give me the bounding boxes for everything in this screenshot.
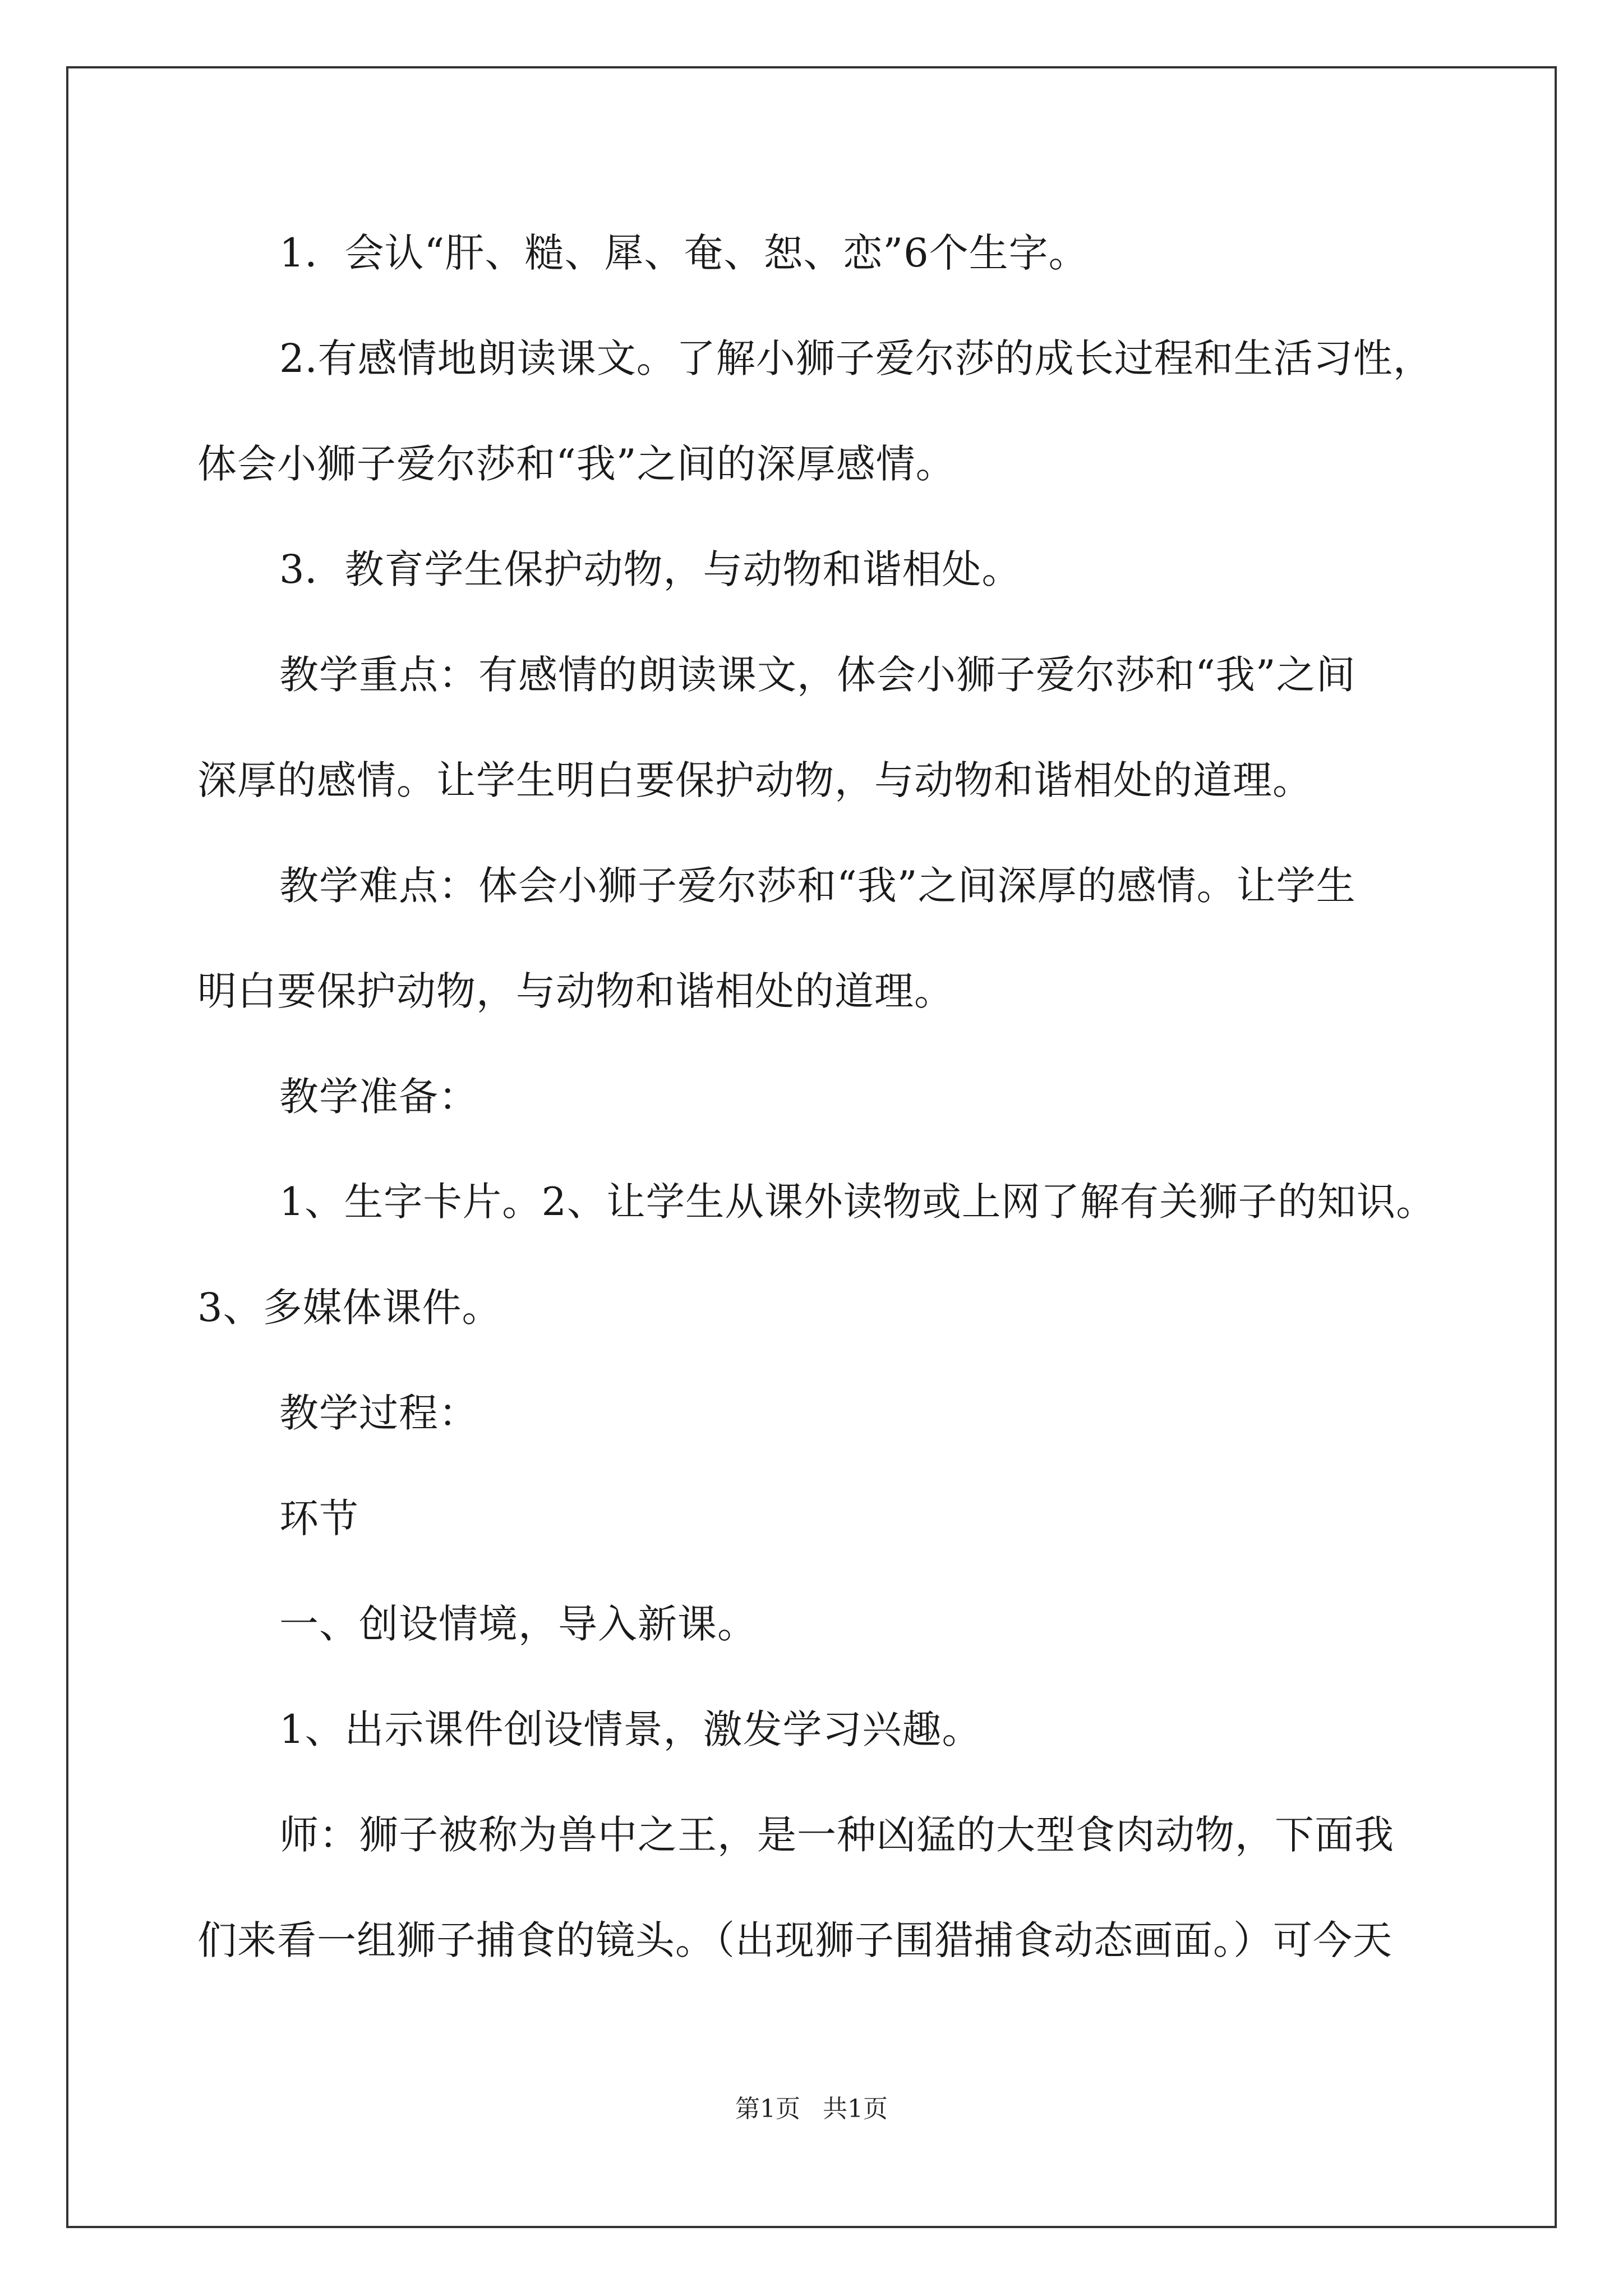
page-border bbox=[66, 66, 1557, 2228]
paragraph-line: 教学重点：有感情的朗读课文，体会小狮子爱尔莎和“我”之间 bbox=[279, 652, 1356, 698]
page-number-total: 共1页 bbox=[823, 2095, 888, 2123]
paragraph-line: 3．教育学生保护动物，与动物和谐相处。 bbox=[279, 546, 1022, 592]
paragraph-line: 教学准备： bbox=[279, 1074, 478, 1120]
paragraph-line: 明白要保护动物，与动物和谐相处的道理。 bbox=[197, 968, 954, 1014]
paragraph-line: 1、出示课件创设情景，激发学习兴趣。 bbox=[279, 1706, 982, 1752]
paragraph-line: 1、生字卡片。2、让学生从课外读物或上网了解有关狮子的知识。 bbox=[279, 1180, 1436, 1225]
paragraph-line: 师：狮子被称为兽中之王，是一种凶猛的大型食肉动物，下面我 bbox=[279, 1812, 1394, 1858]
page-number-current: 第1页 bbox=[735, 2095, 800, 2123]
paragraph-line: 环节 bbox=[279, 1496, 359, 1542]
paragraph-line: 一、创设情境，导入新课。 bbox=[279, 1601, 757, 1647]
paragraph-line: 2.有感情地朗读课文。了解小狮子爱尔莎的成长过程和生活习性， bbox=[279, 335, 1433, 381]
paragraph-line: 1．会认“肝、糙、犀、奄、恕、恋”6个生字。 bbox=[279, 230, 1089, 276]
paragraph-line: 3、多媒体课件。 bbox=[197, 1285, 502, 1331]
paragraph-line: 体会小狮子爱尔莎和“我”之间的深厚感情。 bbox=[197, 441, 956, 487]
page-footer bbox=[0, 2092, 1623, 2126]
paragraph-line: 教学过程： bbox=[279, 1390, 478, 1436]
paragraph-line: 深厚的感情。让学生明白要保护动物，与动物和谐相处的道理。 bbox=[197, 757, 1312, 803]
paragraph-line: 们来看一组狮子捕食的镜头。（出现狮子围猎捕食动态画面。）可今天 bbox=[197, 1917, 1393, 1963]
paragraph-line: 教学难点：体会小狮子爱尔莎和“我”之间深厚的感情。让学生 bbox=[279, 863, 1356, 909]
